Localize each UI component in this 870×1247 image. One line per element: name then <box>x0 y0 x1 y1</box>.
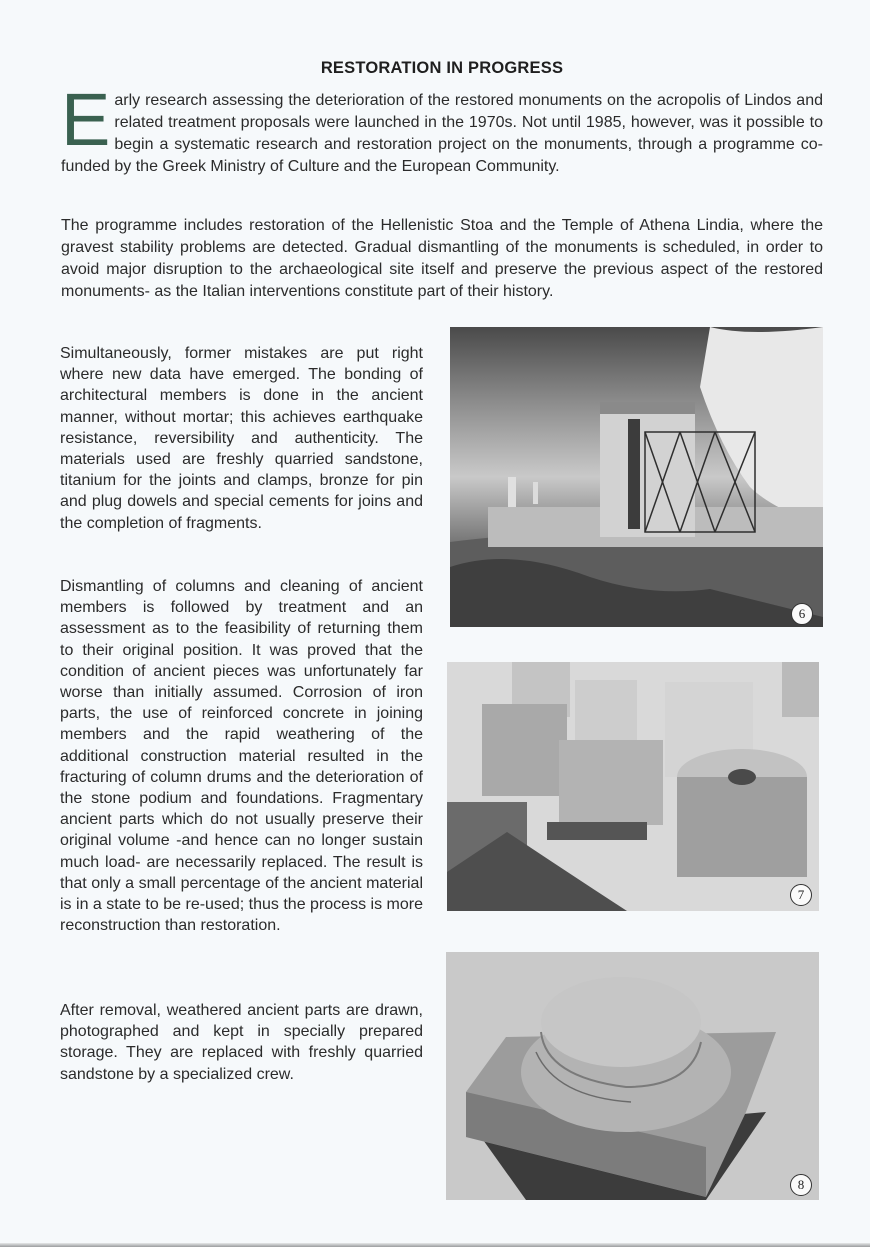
temple-scaffolding-illustration <box>450 327 823 627</box>
column-base-illustration <box>446 952 819 1200</box>
paragraph-methods: Simultaneously, former mistakes are put right where new data have emerged. The bonding of architectural members is done in the ancient manner, without mortar; this achieves earthquake resistance, reversibility and authenticity. The materials used are freshly quarried sandstone, titanium for the joints and clamps, bronze for pin and plug dowels and special cements for joins and the completion of fragments. <box>60 345 423 532</box>
paragraph-programme: The programme includes restoration of the Hellenistic Stoa and the Temple of Athena Lindia, where the gravest stability problems are detected. Gradual dismantling of the monuments is scheduled, in order to avoid major disruption to the archaeological site itself and preserve the previous aspect of the restored monuments- as the Italian interventions constitute part of their history. <box>61 217 823 300</box>
paragraph-dismantling: Dismantling of columns and cleaning of ancient members is followed by treatment and an assessment as to the feasibility of returning them to their original position. It was proved that the condition of ancient pieces was unfortunately far worse than initially assumed. Corrosion of iron parts, the use of reinforced concrete in joining members and the rapid weathering of the additional construction material resulted in the fracturing of column drums and the deterioration of the stone podium and foundations. Fragmentary ancient parts which do not usually preserve their original volume -and hence can no longer sustain much load- are necessarily replaced. The result is that only a small percentage of the ancient material is in a state to be re-used; thus the process is more reconstruction than restoration. <box>60 578 423 935</box>
drop-cap: E <box>61 78 111 161</box>
page-bottom-edge <box>0 1243 870 1247</box>
figure-number-badge: 7 <box>790 884 812 906</box>
photo-temple-scaffolding <box>450 327 823 627</box>
column-drums-illustration <box>447 662 819 911</box>
photo-column-drums <box>447 662 819 911</box>
intro-text: arly research assessing the deterioration of the restored monuments on the acropolis of Lindos and related treatment proposals were launched in the 1970s. Not until 1985, however, was it possible to begin a systematic research and restoration project on the monuments, through a programme co-funded by the Greek Ministry of Culture and the European Community. <box>61 92 823 175</box>
page-title: RESTORATION IN PROGRESS <box>320 59 564 78</box>
intro-paragraph <box>61 78 823 178</box>
photo-column-base <box>446 952 819 1200</box>
figure-number-badge: 6 <box>791 603 813 625</box>
paragraph-storage: After removal, weathered ancient parts are drawn, photographed and kept in specially prepared storage. They are replaced with freshly quarried sandstone by a specialized crew. <box>60 1002 423 1083</box>
figure-number-badge: 8 <box>790 1174 812 1196</box>
